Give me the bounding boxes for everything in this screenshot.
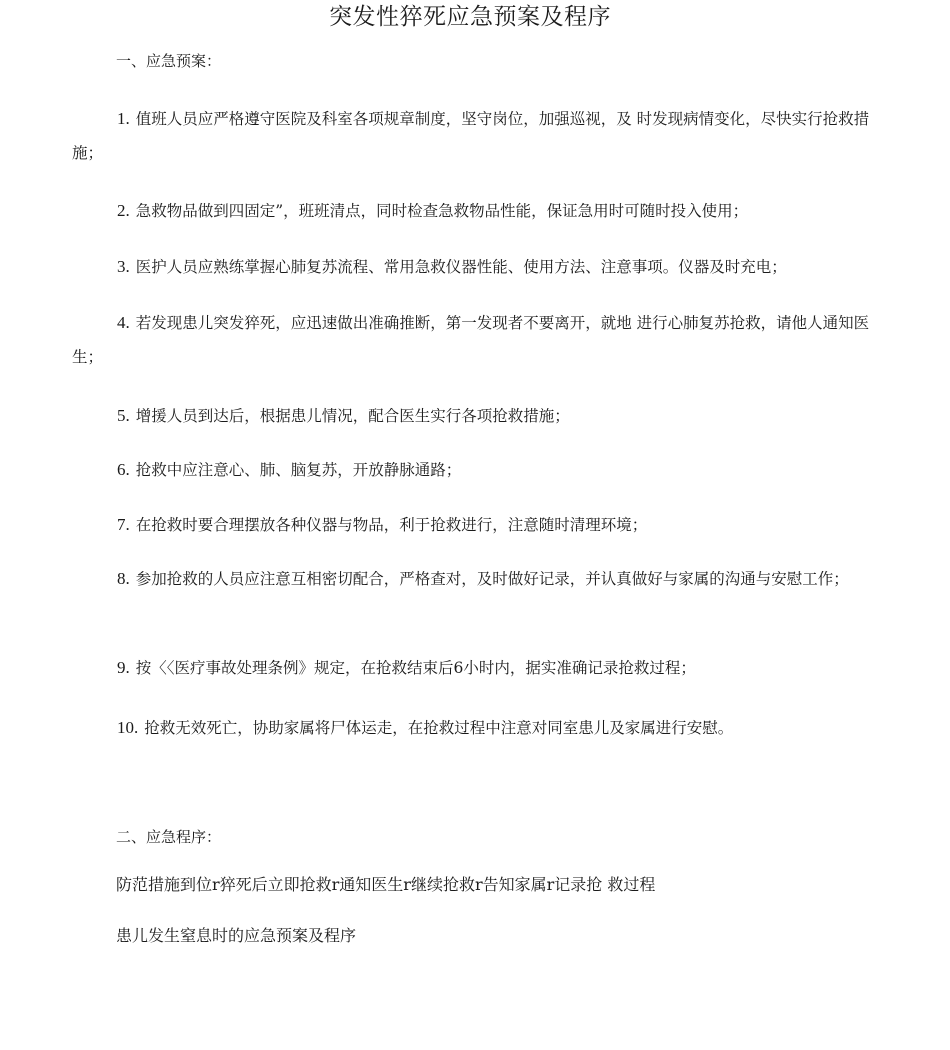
- item-number: 10.: [117, 718, 139, 737]
- item-text: 若发现患儿突发猝死，应迅速做出准确推断，第一发现者不要离开，就地 进行心肺复苏抢救，请他人通知医生；: [72, 314, 870, 366]
- item-number: 5.: [117, 406, 130, 425]
- plan-item-9: [72, 651, 872, 685]
- item-number: 6.: [117, 460, 130, 479]
- next-section-title: 患儿发生窒息时的应急预案及程序: [116, 926, 357, 945]
- section-heading-emergency-plan: 一、应急预案：: [116, 52, 222, 70]
- item-text: 增援人员到达后，根据患儿情况，配合医生实行各项抢救措施；: [135, 407, 570, 425]
- plan-item-8: [72, 562, 872, 596]
- item-text: 医护人员应熟练掌握心肺复苏流程、常用急救仪器性能、使用方法、注意事项。仪器及时充电；: [135, 258, 787, 276]
- item-text: 参加抢救的人员应注意互相密切配合，严格查对，及时做好记录，并认真做好与家属的沟通与安慰工作；: [135, 570, 849, 588]
- item-number: 1.: [117, 109, 130, 128]
- procedure-flow: 防范措施到位r猝死后立即抢救r通知医生r继续抢救r告知家属r记录抢 救过程: [116, 875, 656, 894]
- document-title: 突发性猝死应急预案及程序: [329, 4, 611, 30]
- plan-item-7: [72, 508, 872, 542]
- item-number: 2.: [117, 201, 130, 220]
- item-number: 9.: [117, 658, 130, 677]
- item-text: 按〈〈医疗事故处理条例》规定，在抢救结束后6小时内，据实准确记录抢救过程；: [135, 659, 696, 677]
- plan-item-5: [72, 399, 872, 433]
- plan-item-3: [72, 250, 872, 284]
- item-text: 急救物品做到四固定”，班班清点，同时检查急救物品性能，保证急用时可随时投入使用；: [135, 202, 749, 220]
- item-number: 3.: [117, 257, 130, 276]
- item-number: 8.: [117, 569, 130, 588]
- plan-item-6: [72, 453, 872, 487]
- item-number: 7.: [117, 515, 130, 534]
- plan-item-2: [72, 194, 872, 228]
- plan-item-4: [72, 306, 872, 374]
- section-heading-emergency-procedure: 二、应急程序：: [116, 828, 222, 846]
- item-text: 值班人员应严格遵守医院及科室各项规章制度，坚守岗位，加强巡视，及 时发现病情变化，尽快实行抢救措施；: [72, 110, 870, 162]
- item-number: 4.: [117, 313, 130, 332]
- plan-item-1: [72, 102, 872, 170]
- item-text: 抢救无效死亡，协助家属将尸体运走，在抢救过程中注意对同室患儿及家属进行安慰。: [144, 719, 734, 737]
- item-text: 在抢救时要合理摆放各种仪器与物品，利于抢救进行，注意随时清理环境；: [135, 516, 648, 534]
- plan-item-10: [72, 711, 872, 745]
- item-text: 抢救中应注意心、肺、脑复苏，开放静脉通路；: [135, 461, 462, 479]
